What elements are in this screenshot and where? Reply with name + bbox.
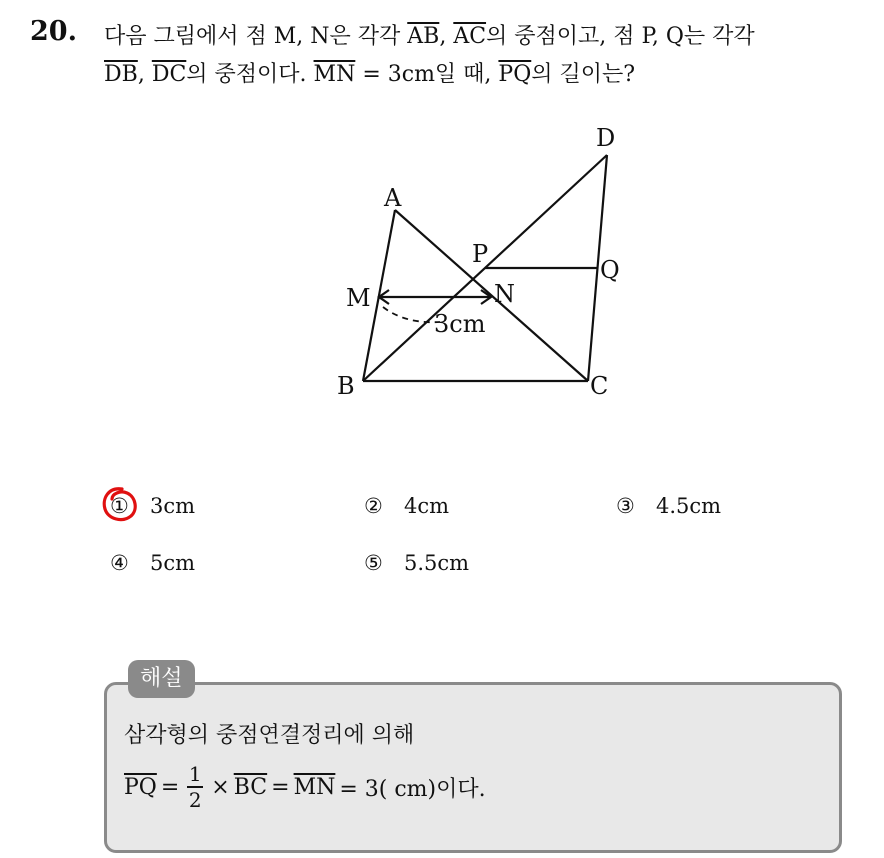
segment-mn: $\overline{MN}$ [313, 62, 356, 87]
segment-db: $\overline{DB}$ [104, 62, 138, 87]
question-number: 20. [30, 16, 77, 47]
line-ac [395, 210, 588, 381]
segment-ab: $\overline{AB}$ [407, 24, 440, 49]
solution-tag: 해설 [128, 660, 195, 698]
solution-line-1: 삼각형의 중점연결정리에 의해 [124, 723, 415, 748]
solution-segment-mn: $\overline{MN}$ [293, 774, 336, 800]
choice-1[interactable]: ① 3cm [110, 494, 196, 518]
dimension-arc [383, 307, 440, 322]
question-text: 다음 그림에서 점 M, N은 각각 $\overline{AB}$, $\overline{AC}$의 중점이고, 점 P, Q는 각각 $\overline{DB}$, $\overline{DC}$의 중점이다. $\overline{MN} = 3cm$일 때, $\overline{PQ}$의 길이는? [104, 24, 755, 87]
solution-segment-pq: $\overline{PQ}$ [124, 774, 157, 800]
solution-line-2: $\overline{PQ}$ = $\frac{1}{2}$ × $\overline{BC}$ = $\overline{MN}$ = 3( cm)이다. [124, 762, 486, 812]
choice-5[interactable]: ⑤ 5.5cm [364, 551, 470, 575]
fraction-half: $\frac{1}{2}$ [188, 762, 202, 812]
label-a: A [384, 184, 402, 212]
choice-2[interactable]: ② 4cm [364, 494, 450, 518]
choice-3[interactable]: ③ 4.5cm [616, 494, 722, 518]
length-label: 3cm [434, 310, 486, 338]
segment-dc: $\overline{DC}$ [151, 62, 187, 87]
label-d: D [596, 124, 616, 152]
label-q: Q [600, 256, 620, 284]
label-p: P [472, 240, 489, 268]
label-c: C [590, 372, 609, 400]
label-n: N [494, 280, 515, 308]
segment-pq: $\overline{PQ}$ [498, 62, 532, 87]
geometry-figure [320, 118, 660, 418]
label-b: B [337, 372, 355, 400]
label-m: M [346, 284, 371, 312]
solution-segment-bc: $\overline{BC}$ [233, 774, 268, 800]
segment-ac: $\overline{AC}$ [453, 24, 487, 49]
choice-4[interactable]: ④ 5cm [110, 551, 196, 575]
